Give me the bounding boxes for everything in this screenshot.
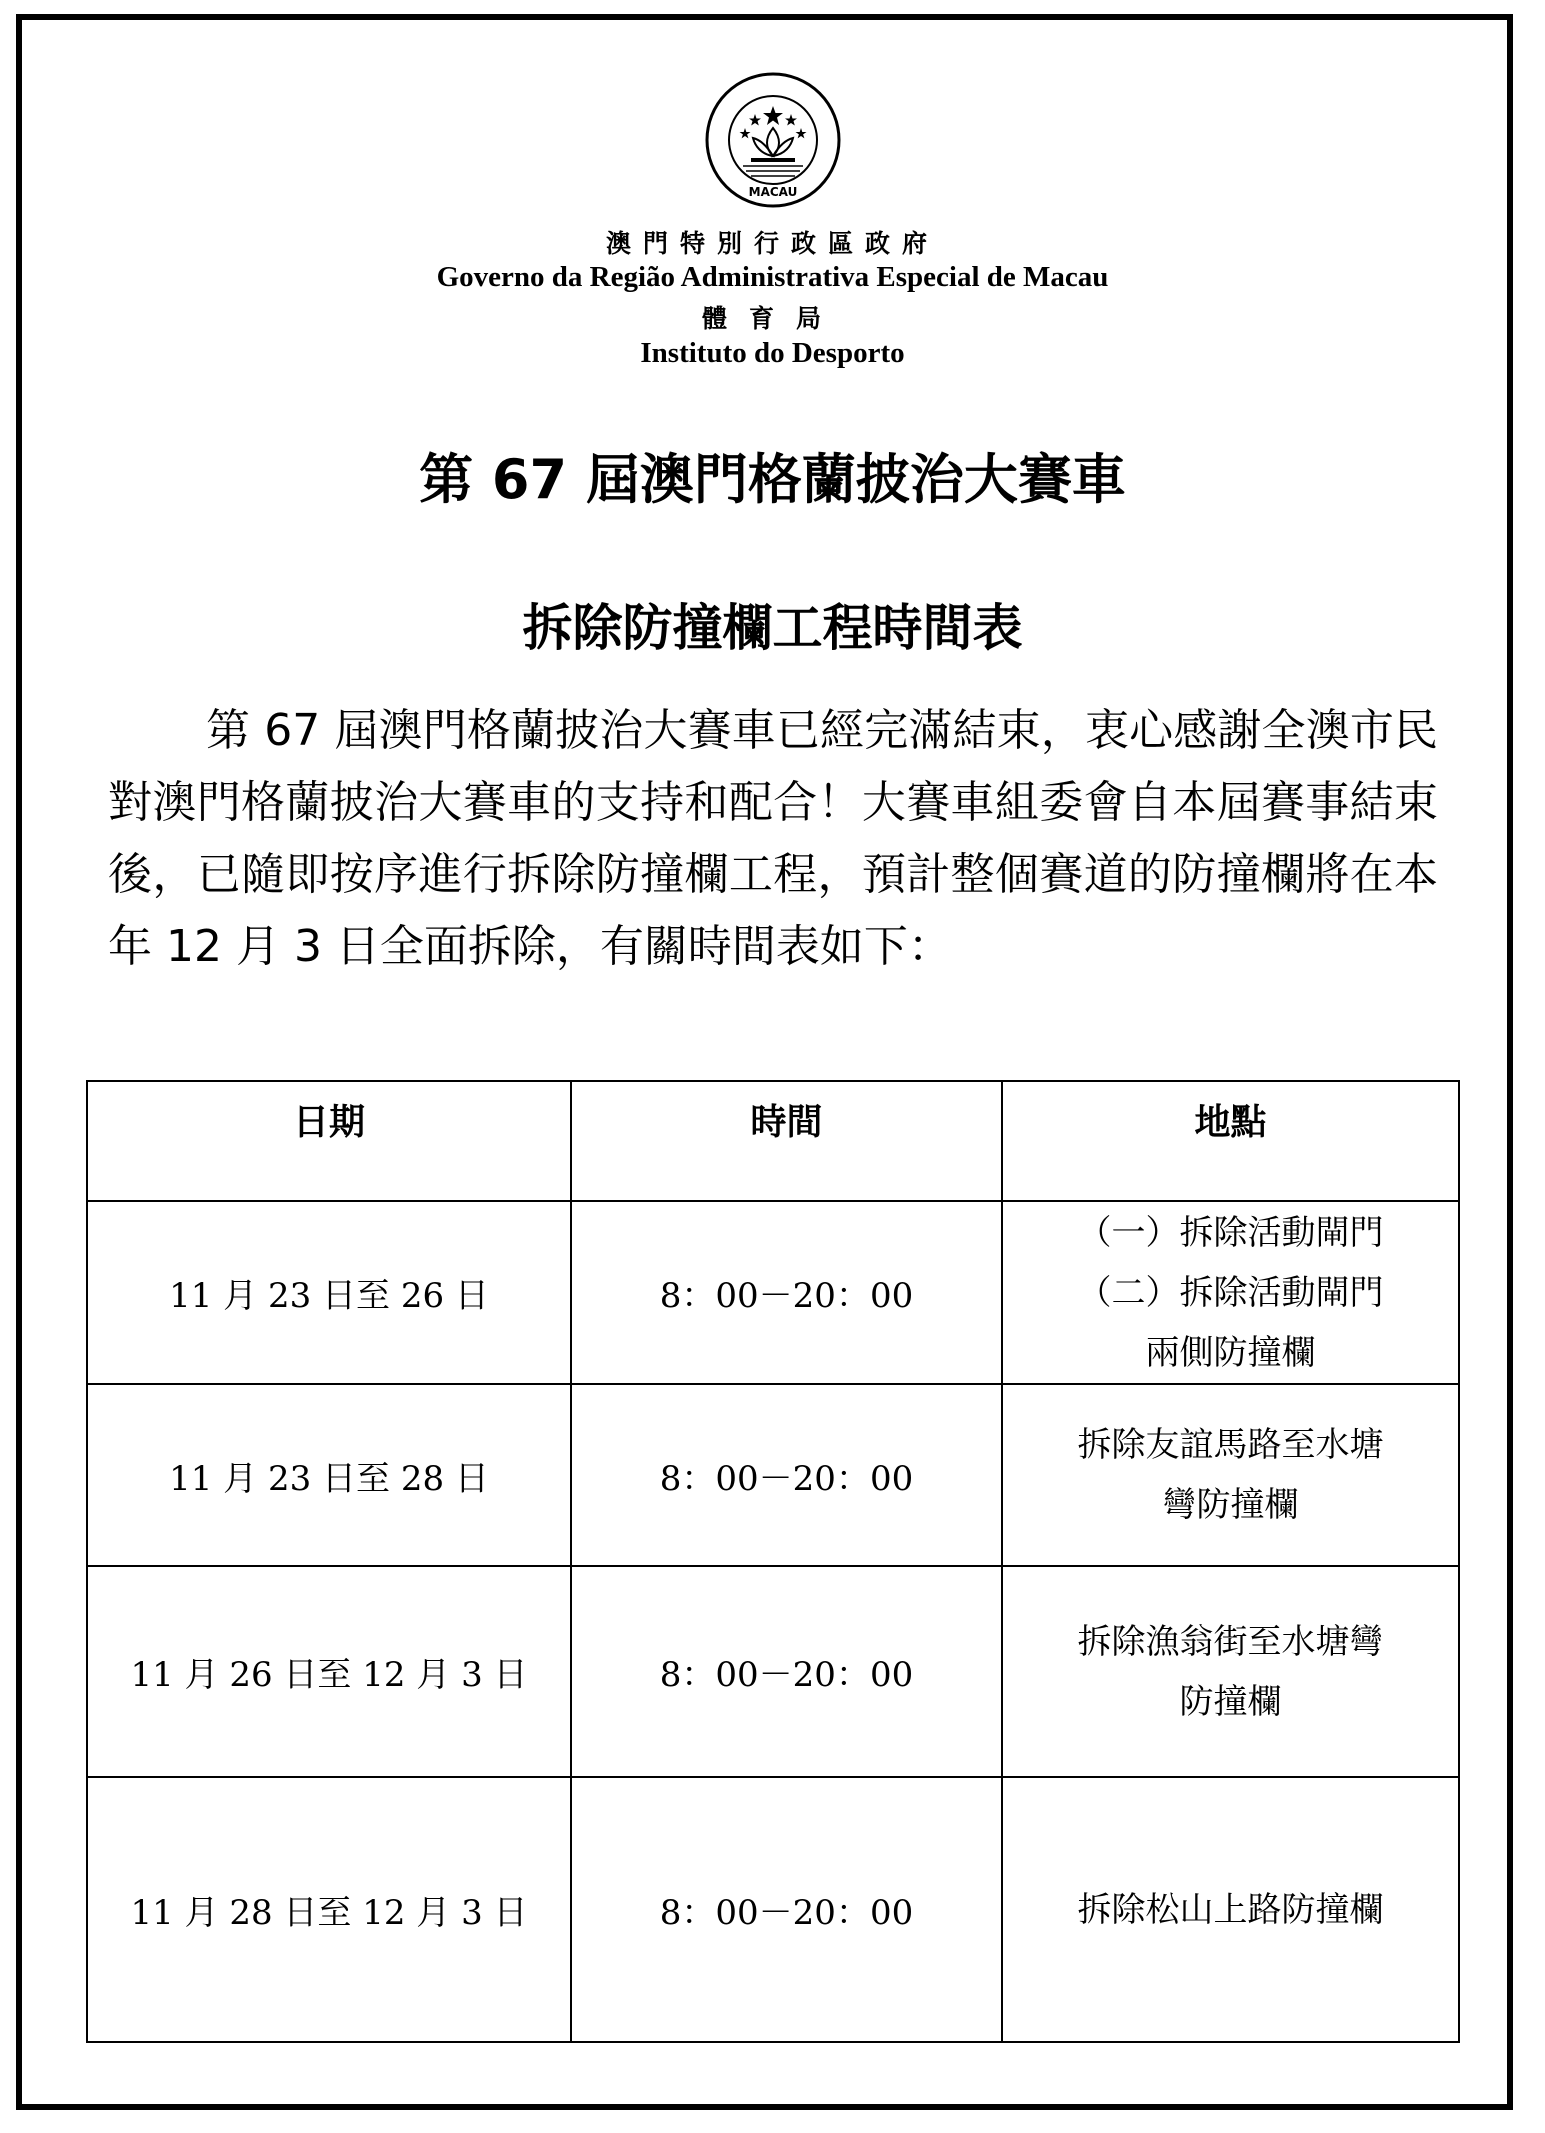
department-name-chinese: 體育局: [701, 304, 843, 333]
table-row: [87, 1201, 1459, 1384]
document-title: 第 67 屆澳門格蘭披治大賽車: [419, 448, 1126, 511]
department-name-portuguese: Instituto do Desporto: [640, 337, 905, 369]
body-paragraph: 第 67 屆澳門格蘭披治大賽車已經完滿結束，衷心感謝全澳市民對澳門格蘭披治大賽車的支持和配合！大賽車組委會自本屆賽事結束後，已隨即按序進行拆除防撞欄工程，預計整個賽道的防撞欄將在本年 12 月 3 日全面拆除，有關時間表如下：: [108, 705, 1438, 972]
location-cell: [1002, 1201, 1459, 1384]
location-line: 兩側防撞欄: [1145, 1332, 1316, 1373]
location-cell: [1002, 1384, 1459, 1566]
location-line: （二）拆除活動閘門: [1077, 1272, 1384, 1313]
document-subtitle: 拆除防撞欄工程時間表: [522, 599, 1023, 657]
column-header-time: 時間: [571, 1081, 1002, 1201]
date-cell: 11 月 23 日至 26 日: [87, 1201, 571, 1384]
location-line: 拆除漁翁街至水塘彎: [1077, 1621, 1384, 1662]
date-cell: 11 月 23 日至 28 日: [87, 1384, 571, 1566]
table-header-row: [87, 1081, 1459, 1201]
location-line: 拆除松山上路防撞欄: [1077, 1889, 1384, 1930]
location-line: （一）拆除活動閘門: [1077, 1212, 1384, 1253]
location-line: 拆除友誼馬路至水塘: [1077, 1425, 1384, 1465]
time-cell: 8：00－20：00: [571, 1384, 1002, 1566]
macau-emblem-icon: [703, 70, 843, 210]
column-header-date: 日期: [87, 1081, 571, 1201]
table-row: [87, 1566, 1459, 1777]
schedule-table: [86, 1080, 1460, 2043]
svg-text:MACAU: MACAU: [748, 185, 797, 199]
location-cell: [1002, 1566, 1459, 1777]
location-cell: [1002, 1777, 1459, 2042]
government-name-portuguese: Governo da Região Administrativa Especial de Macau: [436, 261, 1109, 293]
government-name-chinese: 澳門特別行政區政府: [605, 229, 939, 258]
date-cell: 11 月 28 日至 12 月 3 日: [87, 1777, 571, 2042]
time-cell: 8：00－20：00: [571, 1777, 1002, 2042]
location-line: 防撞欄: [1179, 1681, 1282, 1722]
table-row: [87, 1777, 1459, 2042]
date-cell: 11 月 26 日至 12 月 3 日: [87, 1566, 571, 1777]
table-row: [87, 1384, 1459, 1566]
time-cell: 8：00－20：00: [571, 1566, 1002, 1777]
location-line: 彎防撞欄: [1162, 1485, 1299, 1525]
column-header-location: 地點: [1002, 1081, 1459, 1201]
letterhead: [0, 70, 1545, 370]
time-cell: 8：00－20：00: [571, 1201, 1002, 1384]
